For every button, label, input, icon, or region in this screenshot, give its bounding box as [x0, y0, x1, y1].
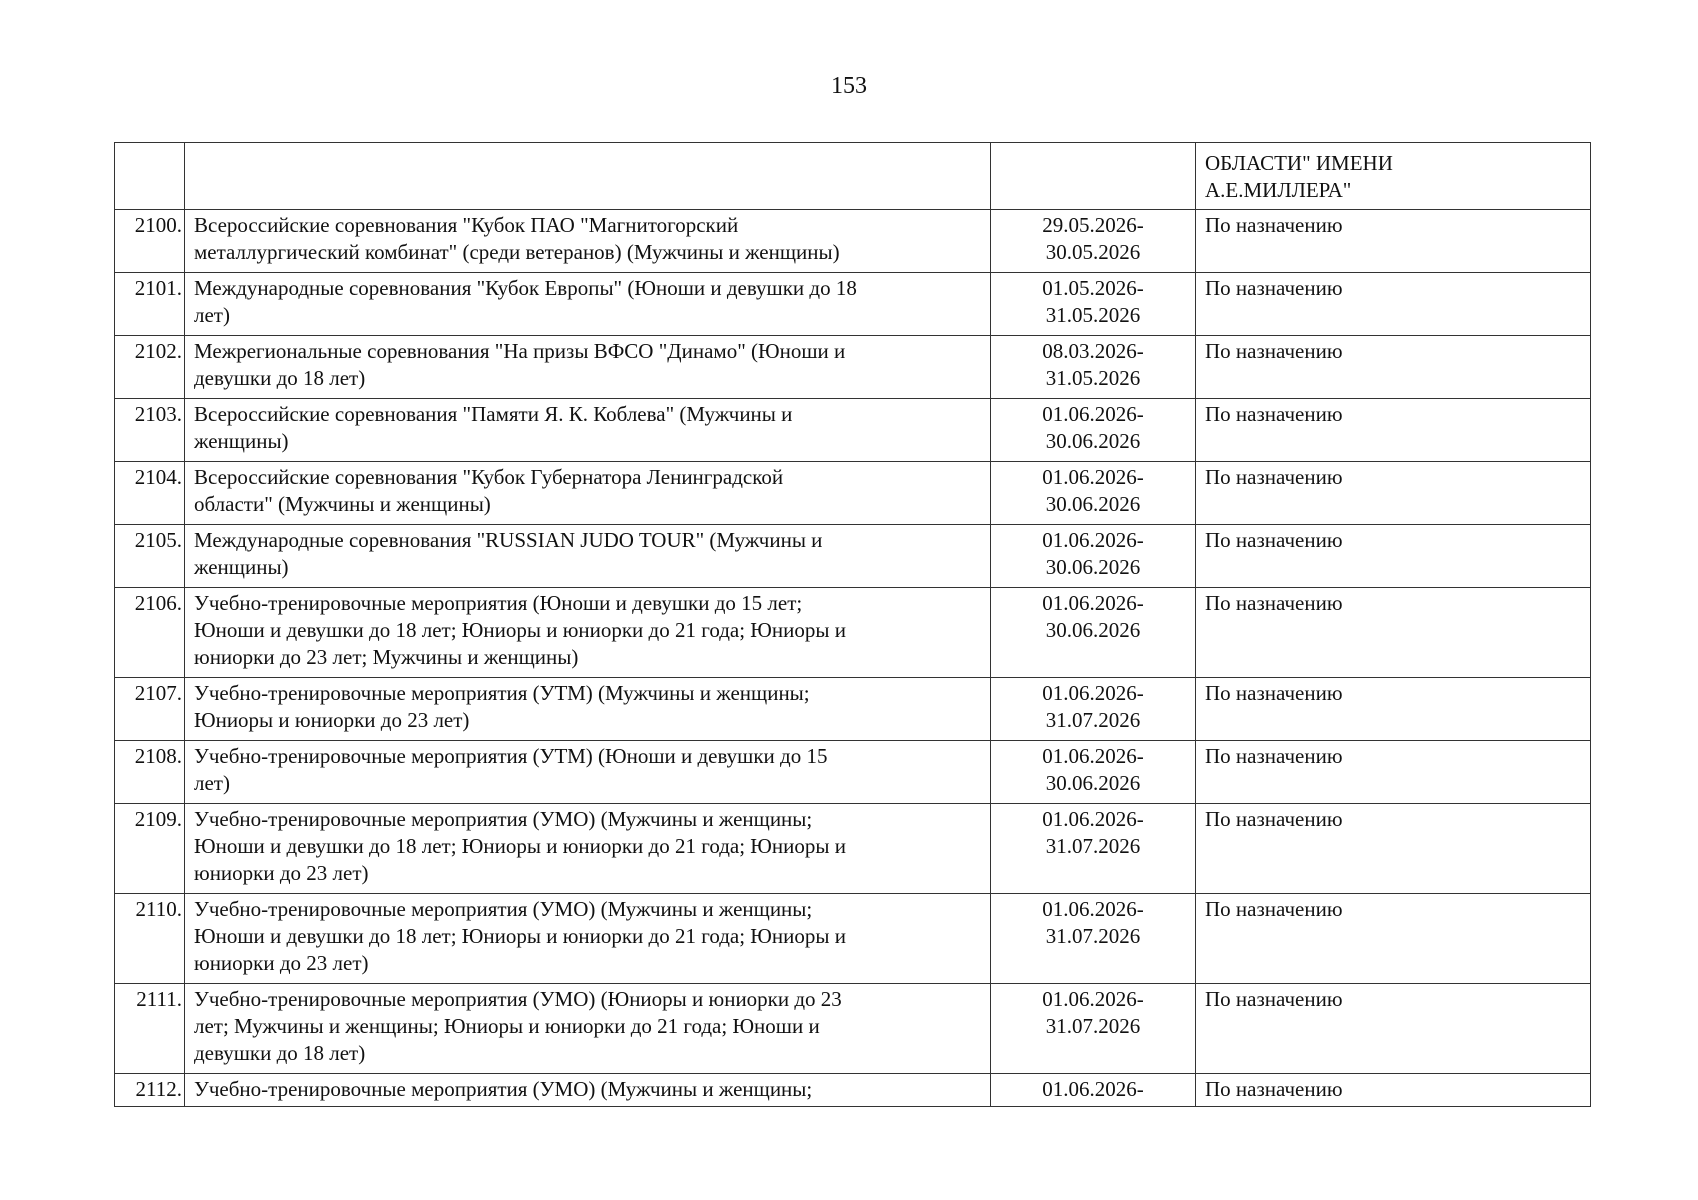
- date-start: 01.06.2026-: [1042, 987, 1144, 1011]
- organizer-cell: По назначению: [1196, 462, 1591, 525]
- table-row: [115, 336, 1591, 399]
- date-end: 30.06.2026: [1045, 492, 1141, 516]
- event-name-line: Учебно-тренировочные мероприятия (УМО) (Мужчины и женщины;: [194, 897, 813, 921]
- date-end: 30.06.2026: [1045, 429, 1141, 453]
- date-end: 30.05.2026: [1045, 240, 1141, 264]
- dates-cell: [991, 741, 1196, 804]
- row-number-cell: 2102.: [115, 336, 185, 399]
- row-number-cell: 2106.: [115, 588, 185, 678]
- table-row: [115, 273, 1591, 336]
- date-end: 31.07.2026: [1045, 834, 1141, 858]
- event-name-line: Всероссийские соревнования "Кубок ПАО "Магнитогорский: [194, 213, 739, 237]
- row-number-cell: 2112.: [115, 1074, 185, 1107]
- event-name-line: Учебно-тренировочные мероприятия (УМО) (Мужчины и женщины;: [194, 807, 813, 831]
- date-start: 01.06.2026-: [1042, 528, 1144, 552]
- events-table: [114, 142, 1591, 1107]
- dates-cell: [991, 336, 1196, 399]
- event-name-line: юниорки до 23 лет): [194, 951, 369, 975]
- date-end: 31.05.2026: [1045, 303, 1141, 327]
- organizer-line: ОБЛАСТИ" ИМЕНИ: [1205, 151, 1393, 175]
- organizer-cell: По назначению: [1196, 588, 1591, 678]
- event-name-line: женщины): [194, 429, 289, 453]
- date-start: 08.03.2026-: [1042, 339, 1144, 363]
- organizer-cell: По назначению: [1196, 741, 1591, 804]
- event-name-line: Юноши и девушки до 18 лет; Юниоры и юниорки до 21 года; Юниоры и: [194, 924, 846, 948]
- event-name-line: юниорки до 23 лет; Мужчины и женщины): [194, 645, 579, 669]
- event-name-cell: [185, 210, 991, 273]
- date-end: 30.06.2026: [1045, 771, 1141, 795]
- date-end: 31.05.2026: [1045, 366, 1141, 390]
- organizer-cell: По назначению: [1196, 894, 1591, 984]
- event-name-line: лет): [194, 771, 230, 795]
- row-number-cell: 2111.: [115, 984, 185, 1074]
- event-name-line: Юноши и девушки до 18 лет; Юниоры и юниорки до 21 года; Юниоры и: [194, 618, 846, 642]
- organizer-cell: По назначению: [1196, 399, 1591, 462]
- event-name-line: Учебно-тренировочные мероприятия (УМО) (Юниоры и юниорки до 23: [194, 987, 842, 1011]
- event-name-line: области" (Мужчины и женщины): [194, 492, 491, 516]
- event-name-line: лет; Мужчины и женщины; Юниоры и юниорки до 21 года; Юноши и: [194, 1014, 820, 1038]
- date-start: 01.05.2026-: [1042, 276, 1144, 300]
- organizer-cell: По назначению: [1196, 336, 1591, 399]
- event-name-cell: [185, 143, 991, 210]
- table-row: [115, 210, 1591, 273]
- dates-cell: [991, 1074, 1196, 1107]
- row-number-cell: 2104.: [115, 462, 185, 525]
- table-row: [115, 984, 1591, 1074]
- event-name-cell: [185, 1074, 991, 1107]
- event-name-line: лет): [194, 303, 230, 327]
- event-name-line: Всероссийские соревнования "Памяти Я. К. Коблева" (Мужчины и: [194, 402, 793, 426]
- date-end: 31.07.2026: [1045, 1014, 1141, 1038]
- organizer-cell: По назначению: [1196, 1074, 1591, 1107]
- event-name-line: женщины): [194, 555, 289, 579]
- table-row: [115, 462, 1591, 525]
- event-name-line: Юниоры и юниорки до 23 лет): [194, 708, 470, 732]
- row-number-cell: 2101.: [115, 273, 185, 336]
- event-name-line: Учебно-тренировочные мероприятия (УТМ) (Мужчины и женщины;: [194, 681, 810, 705]
- date-start: 01.06.2026-: [1042, 1077, 1144, 1101]
- event-name-line: металлургический комбинат" (среди ветеранов) (Мужчины и женщины): [194, 240, 840, 264]
- date-end: 30.06.2026: [1045, 555, 1141, 579]
- dates-cell: [991, 894, 1196, 984]
- event-name-cell: [185, 399, 991, 462]
- row-number-cell: [115, 143, 185, 210]
- events-table-body: [115, 143, 1591, 1107]
- row-number-cell: 2100.: [115, 210, 185, 273]
- row-number-cell: 2110.: [115, 894, 185, 984]
- organizer-cell: По назначению: [1196, 984, 1591, 1074]
- dates-cell: [991, 273, 1196, 336]
- event-name-cell: [185, 273, 991, 336]
- event-name-line: Всероссийские соревнования "Кубок Губернатора Ленинградской: [194, 465, 784, 489]
- table-row: [115, 678, 1591, 741]
- table-row: [115, 588, 1591, 678]
- dates-cell: [991, 462, 1196, 525]
- event-name-line: Учебно-тренировочные мероприятия (Юноши и девушки до 15 лет;: [194, 591, 803, 615]
- event-name-cell: [185, 804, 991, 894]
- date-start: 01.06.2026-: [1042, 744, 1144, 768]
- event-name-line: Юноши и девушки до 18 лет; Юниоры и юниорки до 21 года; Юниоры и: [194, 834, 846, 858]
- dates-cell: [991, 210, 1196, 273]
- table-row: [115, 804, 1591, 894]
- row-number-cell: 2103.: [115, 399, 185, 462]
- organizer-cell: По назначению: [1196, 804, 1591, 894]
- event-name-cell: [185, 984, 991, 1074]
- event-name-line: девушки до 18 лет): [194, 1041, 366, 1065]
- event-name-line: Межрегиональные соревнования "На призы ВФСО "Динамо" (Юноши и: [194, 339, 846, 363]
- table-row: [115, 894, 1591, 984]
- event-name-line: юниорки до 23 лет): [194, 861, 369, 885]
- organizer-cell: По назначению: [1196, 525, 1591, 588]
- row-number-cell: 2105.: [115, 525, 185, 588]
- row-number-cell: 2107.: [115, 678, 185, 741]
- event-name-cell: [185, 588, 991, 678]
- date-end: 31.07.2026: [1045, 708, 1141, 732]
- event-name-cell: [185, 525, 991, 588]
- organizer-cell: По назначению: [1196, 678, 1591, 741]
- dates-cell: [991, 804, 1196, 894]
- row-number-cell: 2108.: [115, 741, 185, 804]
- event-name-cell: [185, 336, 991, 399]
- event-name-line: Международные соревнования "RUSSIAN JUDO TOUR" (Мужчины и: [194, 528, 823, 552]
- event-name-line: девушки до 18 лет): [194, 366, 366, 390]
- date-start: 01.06.2026-: [1042, 681, 1144, 705]
- date-end: 31.07.2026: [1045, 924, 1141, 948]
- event-name-cell: [185, 678, 991, 741]
- dates-cell: [991, 984, 1196, 1074]
- date-end: 30.06.2026: [1045, 618, 1141, 642]
- dates-cell: [991, 678, 1196, 741]
- event-name-line: Учебно-тренировочные мероприятия (УТМ) (Юноши и девушки до 15: [194, 744, 828, 768]
- organizer-cell: По назначению: [1196, 273, 1591, 336]
- table-row: [115, 1074, 1591, 1107]
- dates-cell: [991, 399, 1196, 462]
- date-start: 01.06.2026-: [1042, 897, 1144, 921]
- table-row: [115, 399, 1591, 462]
- continuation-row: [115, 143, 1591, 210]
- row-number-cell: 2109.: [115, 804, 185, 894]
- date-start: 01.06.2026-: [1042, 465, 1144, 489]
- event-name-cell: [185, 462, 991, 525]
- dates-cell: [991, 143, 1196, 210]
- date-start: 29.05.2026-: [1042, 213, 1144, 237]
- organizer-line: А.Е.МИЛЛЕРА": [1205, 178, 1352, 202]
- event-name-cell: [185, 741, 991, 804]
- event-name-line: Учебно-тренировочные мероприятия (УМО) (Мужчины и женщины;: [194, 1077, 813, 1101]
- event-name-cell: [185, 894, 991, 984]
- organizer-cell: По назначению: [1196, 210, 1591, 273]
- event-name-line: Международные соревнования "Кубок Европы" (Юноши и девушки до 18: [194, 276, 857, 300]
- table-row: [115, 741, 1591, 804]
- page-number: 153: [831, 73, 867, 99]
- date-start: 01.06.2026-: [1042, 807, 1144, 831]
- date-start: 01.06.2026-: [1042, 402, 1144, 426]
- date-start: 01.06.2026-: [1042, 591, 1144, 615]
- table-row: [115, 525, 1591, 588]
- dates-cell: [991, 525, 1196, 588]
- organizer-cell: [1196, 143, 1591, 210]
- dates-cell: [991, 588, 1196, 678]
